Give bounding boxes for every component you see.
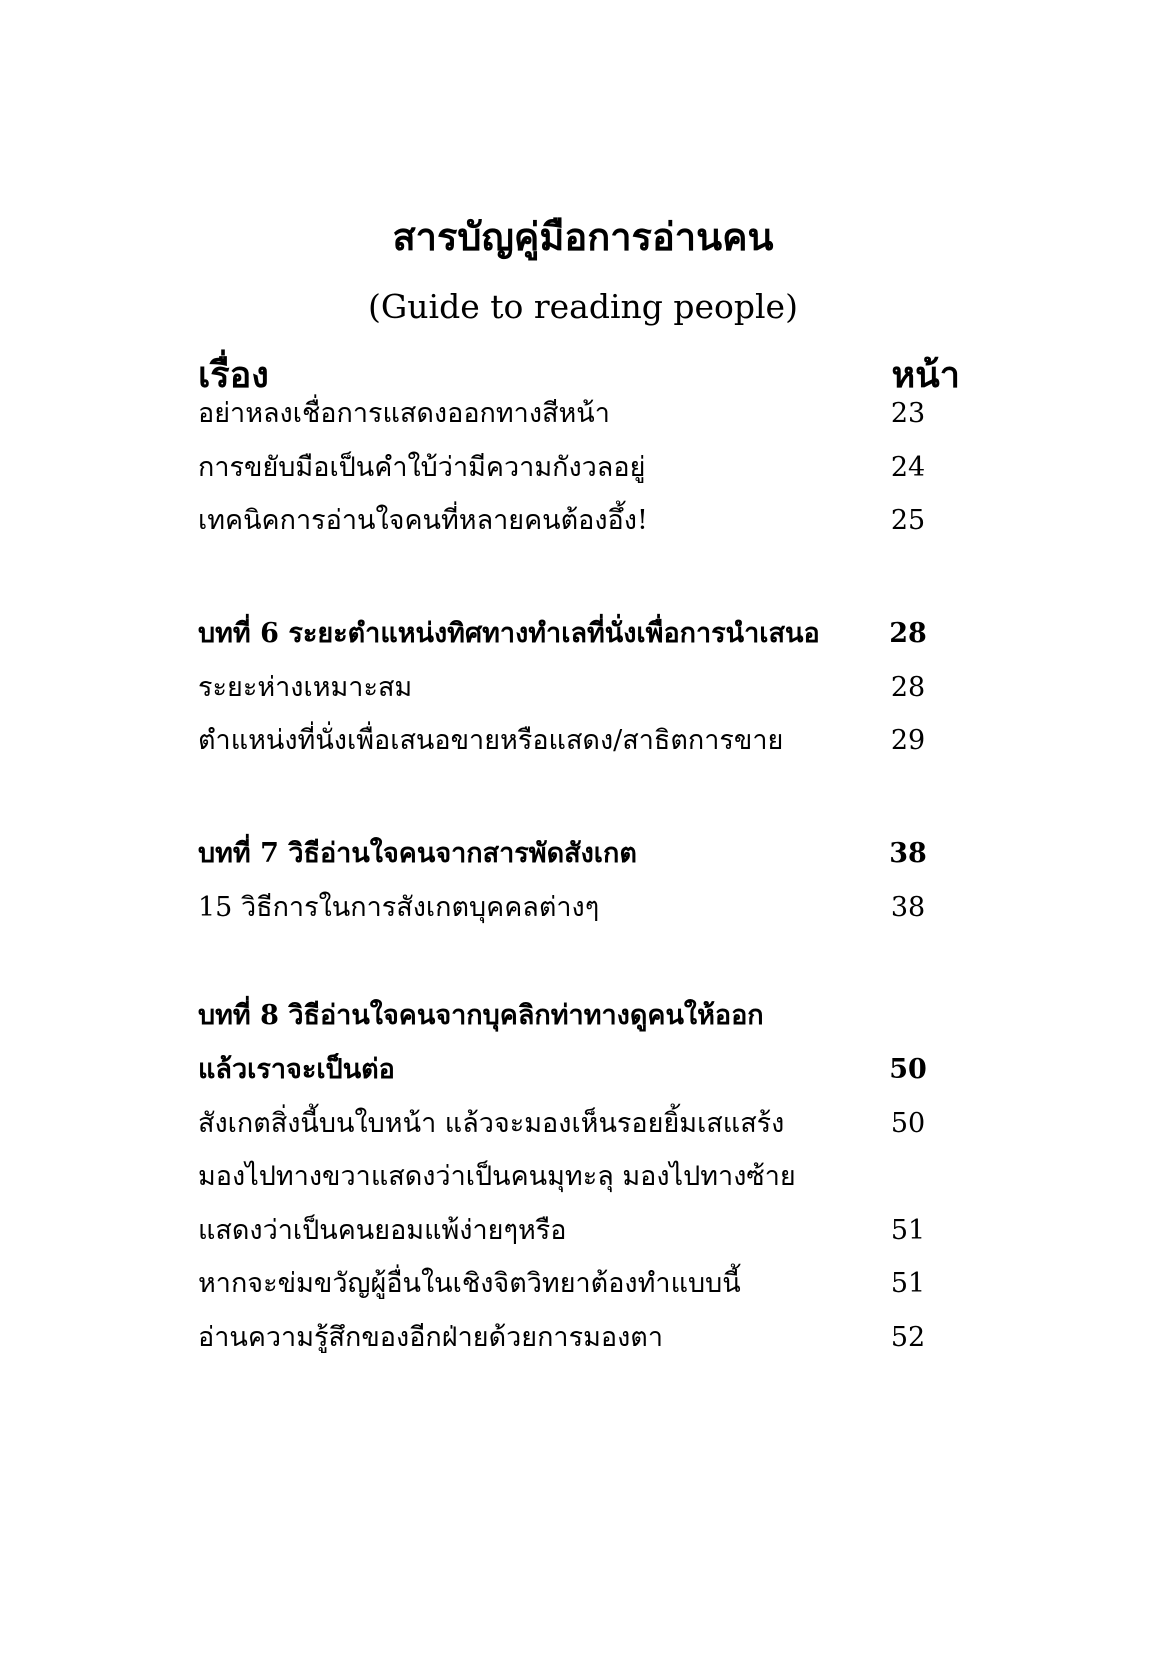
toc-entry-title: การขยับมือเป็นคำใบ้ว่ามีความกังวลอยู่: [198, 452, 646, 483]
chapter-heading-continued: [198, 1046, 938, 1094]
toc-entry-title: หากจะข่มขวัญผู้อื่นในเชิงจิตวิทยาต้องทำแบบนี้: [198, 1268, 741, 1299]
toc-entry-page: 28: [890, 672, 926, 703]
chapter-title: บทที่ 8 วิธีอ่านใจคนจากบุคลิกท่าทางดูคนให้ออก: [198, 1000, 764, 1031]
toc-entry: [198, 884, 938, 932]
toc-entry: [198, 1153, 938, 1201]
chapter-title: บทที่ 6 ระยะตำแหน่งทิศทางทำเลที่นั่งเพื่อการนำเสนอ: [198, 618, 820, 649]
toc-entry: [198, 390, 938, 438]
toc-entry-page: 51: [890, 1215, 926, 1246]
toc-entry-title: 15 วิธีการในการสังเกตบุคคลต่างๆ: [198, 892, 600, 923]
page-subtitle: (Guide to reading people): [368, 287, 798, 326]
toc-entry-title: อย่าหลงเชื่อการแสดงออกทางสีหน้า: [198, 398, 610, 429]
toc-entry: [198, 664, 938, 712]
toc-entry-title: ระยะห่างเหมาะสม: [198, 672, 413, 703]
toc-entry-title: แสดงว่าเป็นคนยอมแพ้ง่ายๆหรือ: [198, 1215, 567, 1246]
page-column-header: หน้า: [891, 354, 960, 396]
toc-entry-page: 51: [890, 1268, 926, 1299]
toc-entry: [198, 1314, 938, 1362]
toc-entry-page: 38: [890, 892, 926, 923]
toc-entry: [198, 1207, 938, 1255]
chapter-heading: [198, 992, 938, 1040]
chapter-title: แล้วเราจะเป็นต่อ: [198, 1054, 395, 1085]
toc-entry-page: 23: [890, 398, 926, 429]
toc-entry-page: 52: [890, 1322, 926, 1353]
toc-entry: [198, 1100, 938, 1148]
toc-entry-title: มองไปทางขวาแสดงว่าเป็นคนมุทะลุ มองไปทางซ้าย: [198, 1161, 796, 1192]
toc-entry-title: ตำแหน่งที่นั่งเพื่อเสนอขายหรือแสดง/สาธิตการขาย: [198, 725, 784, 756]
toc-entry-title: อ่านความรู้สึกของอีกฝ่ายด้วยการมองตา: [198, 1322, 663, 1353]
page-title: สารบัญคู่มือการอ่านคน: [392, 214, 774, 259]
toc-entry: [198, 444, 938, 492]
toc-entry: [198, 717, 938, 765]
chapter-title: บทที่ 7 วิธีอ่านใจคนจากสารพัดสังเกต: [198, 838, 637, 869]
chapter-page: 50: [889, 1054, 927, 1085]
toc-entry-page: 25: [890, 505, 926, 536]
toc-entry-title: เทคนิคการอ่านใจคนที่หลายคนต้องอึ้ง!: [198, 505, 648, 536]
toc-entry: [198, 497, 938, 545]
toc-entry: [198, 1260, 938, 1308]
topic-column-header: เรื่อง: [198, 354, 269, 396]
chapter-page: 38: [889, 838, 927, 869]
toc-entry-title: สังเกตสิ่งนี้บนใบหน้า แล้วจะมองเห็นรอยยิ้มเสแสร้ง: [198, 1108, 785, 1139]
toc-entry-page: 29: [890, 725, 926, 756]
chapter-heading: [198, 830, 938, 878]
toc-entry-page: 50: [890, 1108, 926, 1139]
toc-entry-page: 24: [890, 452, 926, 483]
chapter-heading: [198, 610, 938, 658]
chapter-page: 28: [889, 618, 927, 649]
